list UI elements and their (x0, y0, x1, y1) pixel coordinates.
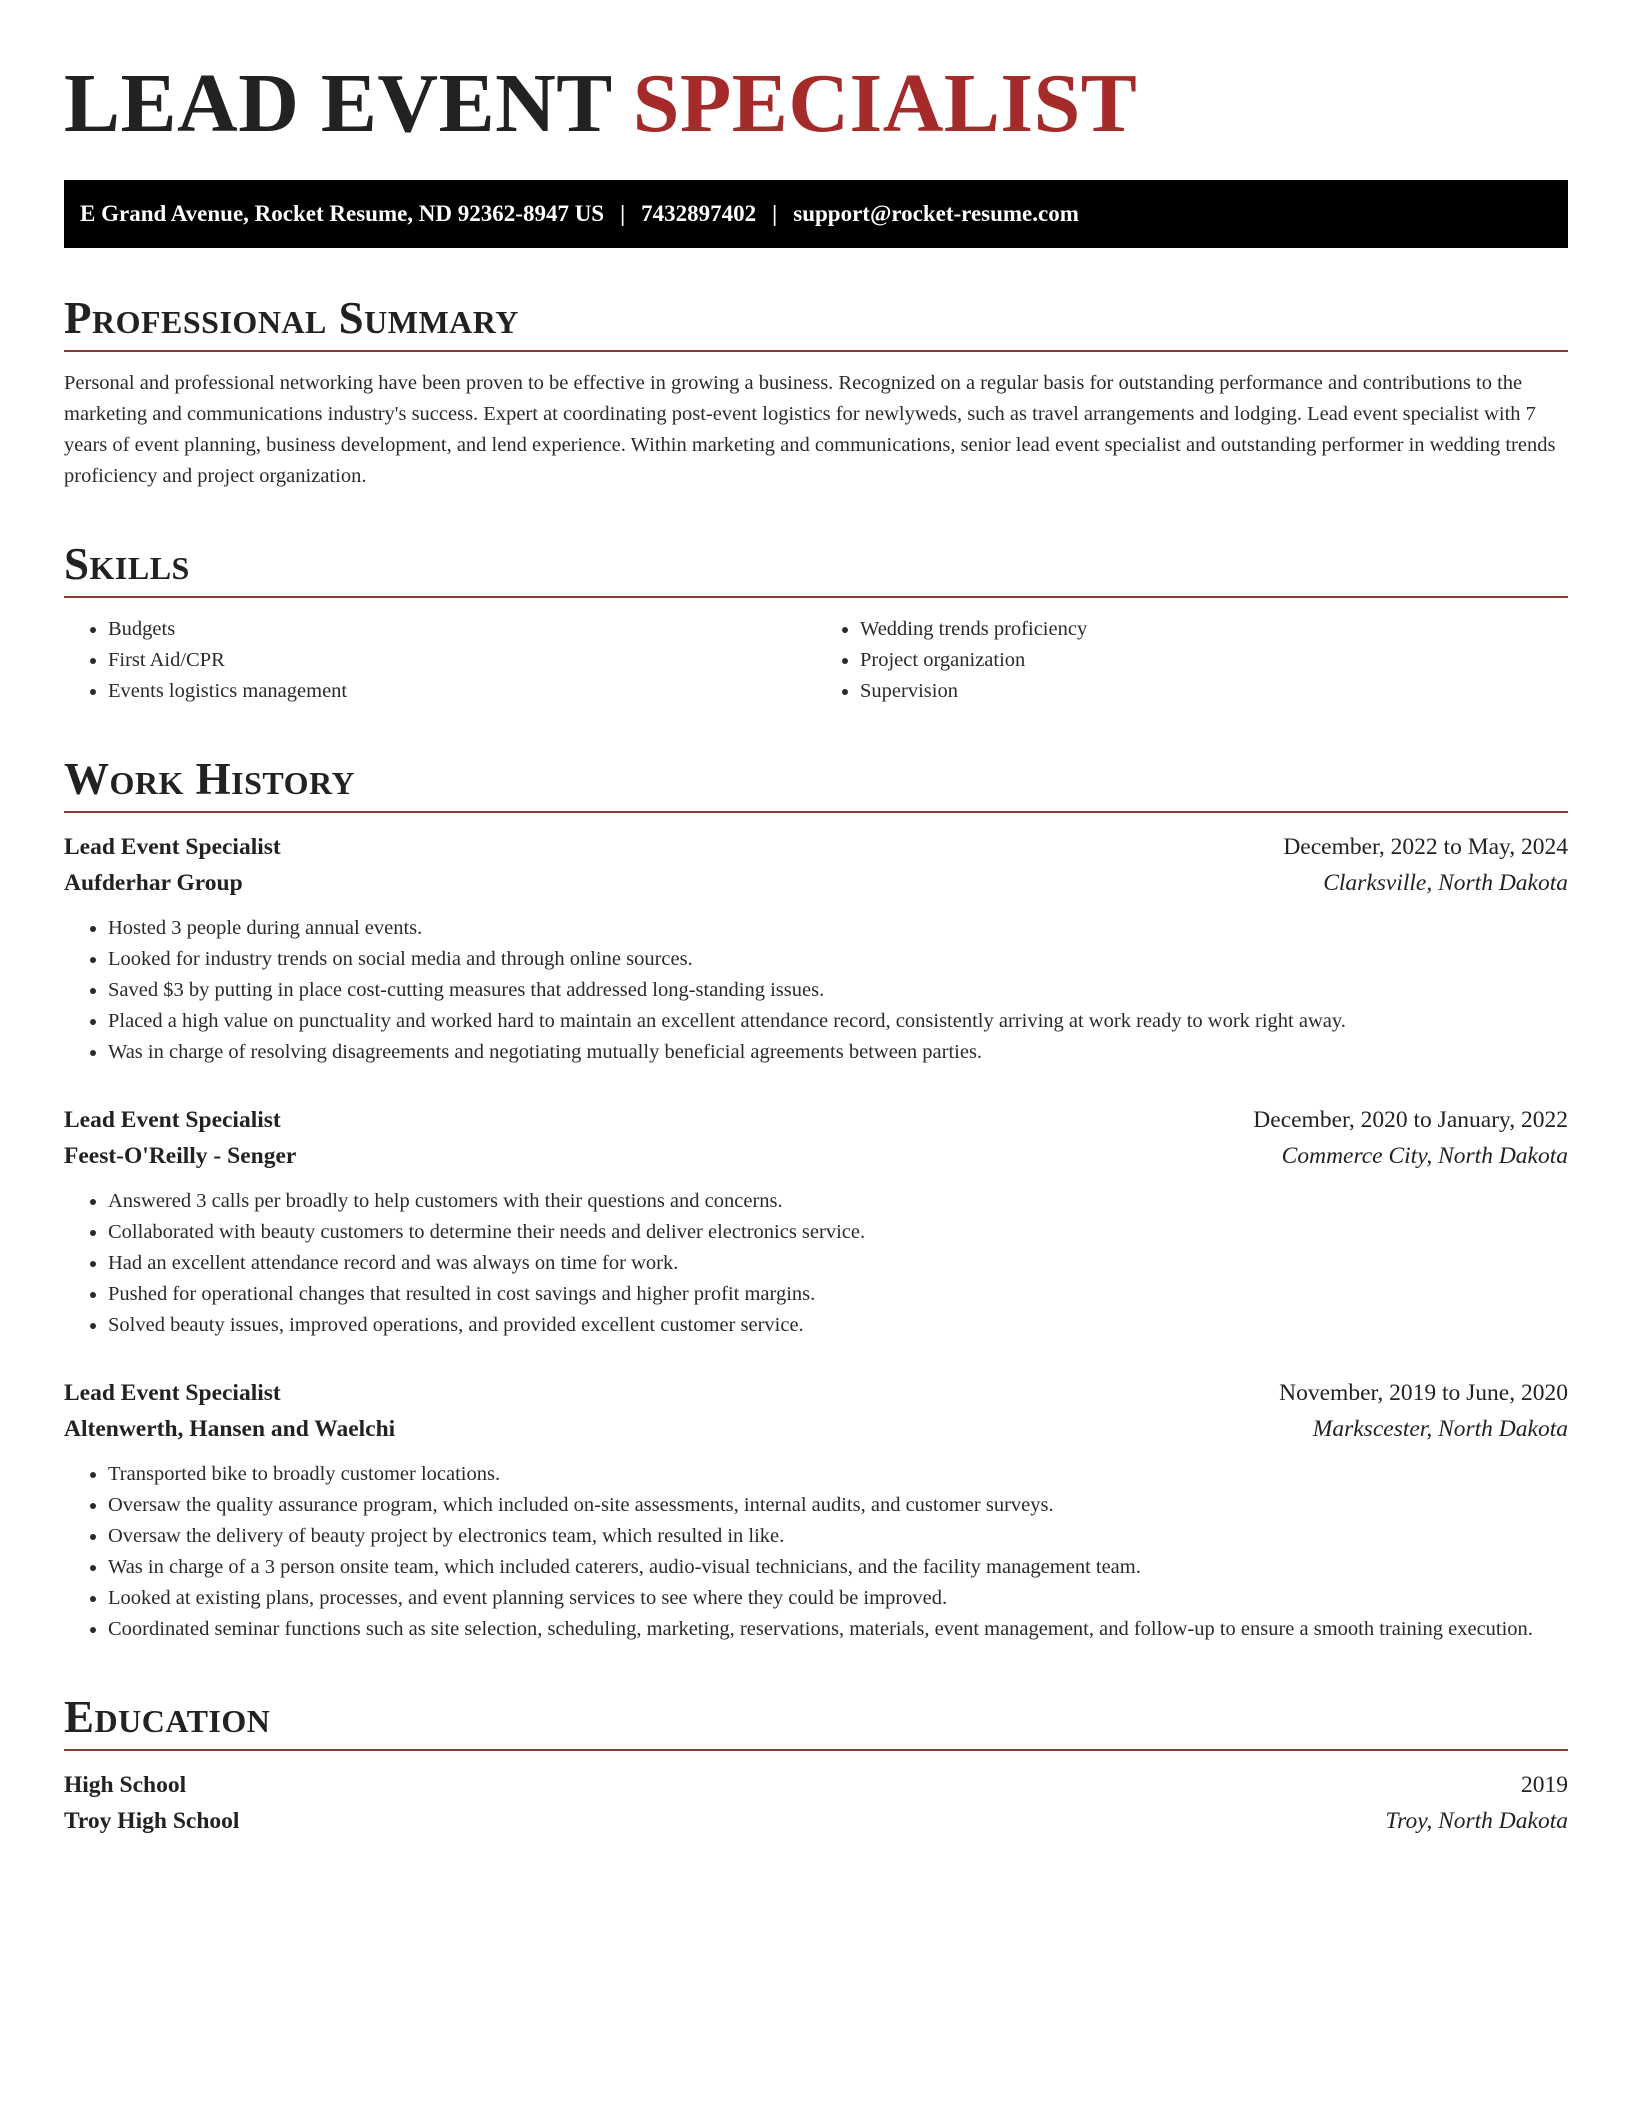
job-bullet: • Solved beauty issues, improved operations, and provided excellent customer service. (108, 1310, 1568, 1341)
job-bullet: • Placed a high value on punctuality and worked hard to maintain an excellent attendance record, consistently arriving at work ready to work right away. (108, 1006, 1568, 1037)
job-title: Lead Event Specialist (64, 834, 281, 860)
job-bullet: • Had an excellent attendance record and was always on time for work. (108, 1248, 1568, 1279)
contact-separator: | (620, 201, 626, 226)
job-entry (64, 829, 1568, 1068)
skill-item: • Supervision (860, 676, 1568, 707)
skills-column-left (64, 614, 816, 707)
job-entry (64, 1375, 1568, 1645)
job-location: Clarksville, North Dakota (1323, 870, 1568, 896)
summary-heading: Professional Summary (64, 292, 1568, 352)
job-bullets (64, 1459, 1568, 1645)
job-bullet: • Transported bike to broadly customer locations. (108, 1459, 1568, 1490)
job-bullets (64, 1186, 1568, 1341)
contact-bar (64, 180, 1568, 248)
job-location: Markscester, North Dakota (1312, 1416, 1568, 1442)
job-title: Lead Event Specialist (64, 1107, 281, 1133)
job-bullets (64, 913, 1568, 1068)
skills-heading: Skills (64, 538, 1568, 598)
job-dates: December, 2022 to May, 2024 (1283, 834, 1568, 860)
contact-email: support@rocket-resume.com (793, 201, 1079, 226)
title-part-2: SPECIALIST (632, 57, 1138, 150)
job-bullet: • Oversaw the delivery of beauty project by electronics team, which resulted in like. (108, 1521, 1568, 1552)
work-history-heading: Work History (64, 753, 1568, 813)
education-location: Troy, North Dakota (1385, 1808, 1568, 1834)
contact-separator: | (772, 201, 778, 226)
job-bullet: • Saved $3 by putting in place cost-cutting measures that addressed long-standing issues. (108, 975, 1568, 1006)
job-dates: December, 2020 to January, 2022 (1253, 1107, 1568, 1133)
education-year: 2019 (1521, 1772, 1568, 1798)
job-bullet: • Collaborated with beauty customers to determine their needs and deliver electronics service. (108, 1217, 1568, 1248)
job-bullet: • Was in charge of a 3 person onsite team, which included caterers, audio-visual technicians, and the facility management team. (108, 1552, 1568, 1583)
education-heading: Education (64, 1691, 1568, 1751)
skill-item: • Wedding trends proficiency (860, 614, 1568, 645)
summary-text: Personal and professional networking have been proven to be effective in growing a business. Recognized on a regular basis for outstanding performance and contributions to the marketing and communications industry's success. Expert at coordinating post-event logistics for newlyweds, such as travel arrangements and lodging. Lead event specialist with 7 years of event planning, business development, and lend experience. Within marketing and communications, senior lead event specialist and outstanding performer in wedding trends proficiency and project organization. (64, 372, 1556, 487)
job-company: Aufderhar Group (64, 870, 243, 896)
skill-item: • Budgets (108, 614, 816, 645)
job-bullet: • Looked at existing plans, processes, and event planning services to see where they could be improved. (108, 1583, 1568, 1614)
job-company: Feest-O'Reilly - Senger (64, 1143, 297, 1169)
job-title: Lead Event Specialist (64, 1380, 281, 1406)
contact-address: E Grand Avenue, Rocket Resume, ND 92362-8947 US (80, 201, 605, 226)
job-entry (64, 1102, 1568, 1341)
job-dates: November, 2019 to June, 2020 (1279, 1380, 1568, 1406)
education-degree: High School (64, 1772, 187, 1798)
job-bullet: • Coordinated seminar functions such as site selection, scheduling, marketing, reservations, materials, event management, and follow-up to ensure a smooth training execution. (108, 1614, 1568, 1645)
education-entry (64, 1767, 1568, 1839)
job-location: Commerce City, North Dakota (1281, 1143, 1568, 1169)
title-part-1: LEAD EVENT (64, 57, 612, 150)
skills-column-right (816, 614, 1568, 707)
job-bullet: • Looked for industry trends on social media and through online sources. (108, 944, 1568, 975)
skill-item: • Events logistics management (108, 676, 816, 707)
job-bullet: • Oversaw the quality assurance program, which included on-site assessments, internal audits, and customer surveys. (108, 1490, 1568, 1521)
skill-item: • First Aid/CPR (108, 645, 816, 676)
resume-title (64, 58, 1568, 150)
skills-list (64, 614, 1568, 707)
job-bullet: • Answered 3 calls per broadly to help customers with their questions and concerns. (108, 1186, 1568, 1217)
job-company: Altenwerth, Hansen and Waelchi (64, 1416, 396, 1442)
job-bullet: • Was in charge of resolving disagreements and negotiating mutually beneficial agreements between parties. (108, 1037, 1568, 1068)
job-bullet: • Pushed for operational changes that resulted in cost savings and higher profit margins. (108, 1279, 1568, 1310)
education-school: Troy High School (64, 1808, 240, 1834)
contact-phone: 7432897402 (641, 201, 757, 226)
skill-item: • Project organization (860, 645, 1568, 676)
job-bullet: • Hosted 3 people during annual events. (108, 913, 1568, 944)
